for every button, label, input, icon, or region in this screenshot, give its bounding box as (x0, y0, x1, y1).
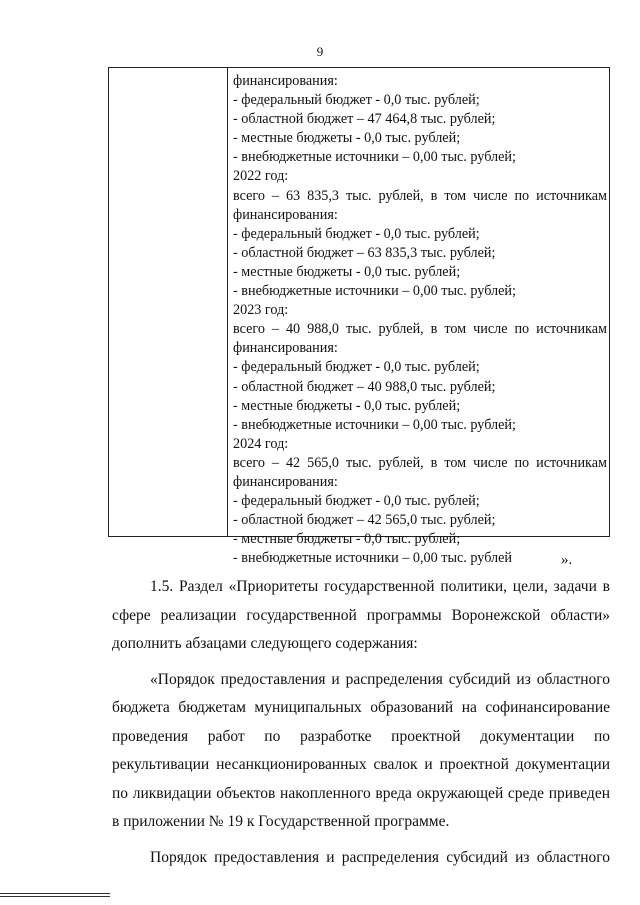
table-line: всего – 42 565,0 тыс. рублей, в том числе по источникам (233, 454, 607, 471)
table-line: всего – 40 988,0 тыс. рублей, в том числе по источникам (233, 321, 607, 338)
table-line: финансирования: (233, 206, 338, 223)
table-line: 2022 год: (233, 168, 289, 185)
table-line: - местные бюджеты - 0,0 тыс. рублей; (233, 531, 461, 548)
table-line: - областной бюджет – 40 988,0 тыс. рублей; (233, 378, 496, 395)
table-left-cell (109, 68, 228, 536)
table-line: - внебюджетные источники – 0,00 тыс. рублей; (233, 283, 516, 300)
table-right-cell (233, 72, 607, 568)
footer-rule (0, 893, 110, 894)
table-line: финансирования: (233, 73, 338, 89)
table-line: финансирования: (233, 340, 338, 357)
table-line: - внебюджетные источники – 0,00 тыс. рублей; (233, 416, 516, 433)
table-line: всего – 63 835,3 тыс. рублей, в том числе по источникам (233, 187, 607, 204)
table-line: - областной бюджет – 47 464,8 тыс. рублей; (233, 111, 496, 128)
page-number: 9 (316, 44, 324, 59)
table-line: - федеральный бюджет - 0,0 тыс. рублей; (233, 359, 480, 376)
table-line: - федеральный бюджет - 0,0 тыс. рублей; (233, 225, 480, 242)
table-line: - местные бюджеты - 0,0 тыс. рублей; (233, 397, 461, 414)
table-line: - местные бюджеты - 0,0 тыс. рублей; (233, 130, 461, 147)
body-text (112, 573, 610, 879)
financing-table (108, 67, 610, 567)
paragraph-procedure-2: Порядок предоставления и распределения субсидий из областного (150, 848, 610, 866)
closing-quote: ». (561, 552, 573, 568)
table-line: - внебюджетные источники – 0,00 тыс. рублей (233, 550, 513, 567)
table-line: - внебюджетные источники – 0,00 тыс. рублей; (233, 149, 516, 166)
paragraph-procedure-1: «Порядок предоставления и распределения субсидий из областного бюджета бюджетам муниципальных образований на софинансирование проведения работ по разработке проектной документации по рекультивации несанкционированных свалок и проектной документации по ликвидации объектов накопленного вреда окружающей среде приведен в приложении № 19 к Государственной программе. (112, 670, 610, 830)
table-line: 2023 год: (233, 302, 289, 319)
footer-rule-secondary (0, 896, 110, 897)
table-line: - областной бюджет – 42 565,0 тыс. рублей; (233, 512, 496, 529)
paragraph-1-5: 1.5. Раздел «Приоритеты государственной политики, цели, задачи в сфере реализации государственной программы Воронежской области» дополнить абзацами следующего содержания: (112, 578, 610, 652)
table-line: - областной бюджет – 63 835,3 тыс. рублей; (233, 244, 496, 261)
table-line: 2024 год: (233, 435, 289, 452)
table-line: - местные бюджеты - 0,0 тыс. рублей; (233, 263, 461, 280)
table-line: финансирования: (233, 473, 338, 490)
table-line: - федеральный бюджет - 0,0 тыс. рублей; (233, 493, 480, 510)
table-line: - федеральный бюджет - 0,0 тыс. рублей; (233, 92, 480, 109)
